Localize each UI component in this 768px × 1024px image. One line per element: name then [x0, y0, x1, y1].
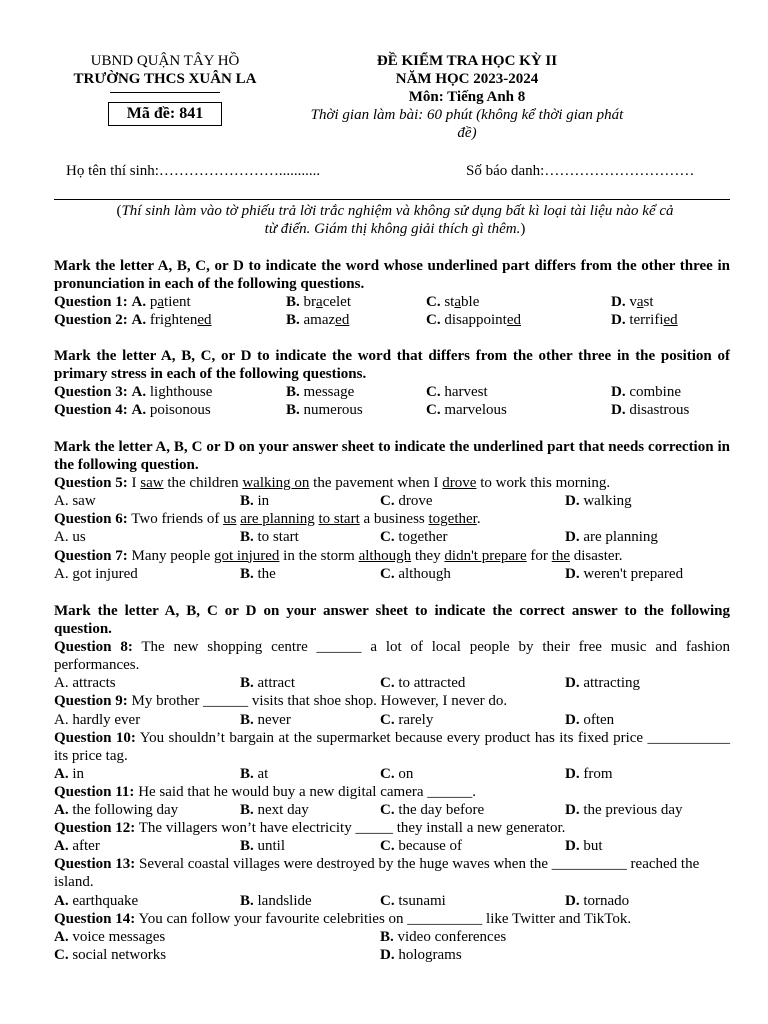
section-instruction: Mark the letter A, B, C, or D to indicate the word that differs from the other three in the position of primary stress in each of the following questions. — [54, 348, 730, 383]
question-7-options: A. got injured B. the C. although D. weren't prepared — [54, 565, 684, 582]
exam-header — [282, 52, 652, 142]
time-limit-line1: Thời gian làm bài: 60 phút (không kể thời gian phát — [310, 107, 624, 123]
question-14-options-row1: A. voice messages B. video conferences — [54, 928, 507, 945]
organization-name: UBND QUẬN TÂY HỒ — [90, 53, 240, 69]
header-rule — [54, 199, 730, 200]
exam-title: ĐỀ KIỂM TRA HỌC KỲ II — [376, 53, 558, 69]
question-10-options: A. in B. at C. on D. from — [54, 765, 613, 782]
section-pronunciation — [54, 257, 730, 329]
instructions-note: (Thí sinh làm vào tờ phiếu trả lời trắc nghiệm và không sử dụng bất kì loại tài liệu nào kể cả từ điển. Giám thị không giải thích gì thêm.) — [116, 203, 674, 237]
header-divider — [110, 92, 220, 93]
exam-code: Mã đề: 841 — [108, 102, 222, 126]
question-5-options: A. saw B. in C. drove D. walking — [54, 493, 632, 510]
question-1: Question 1: A. patient B. bracelet C. stable D. vast — [54, 294, 654, 311]
question-11: Question 11: He said that he would buy a new digital camera ______. — [54, 783, 477, 800]
question-8: Question 8: The new shopping centre ______ a lot of local people by their free music and fashion performances. — [54, 639, 730, 674]
question-5: Question 5: I saw the children walking on the pavement when I drove to work this morning. — [54, 475, 611, 492]
question-9-options: A. hardly ever B. never C. rarely D. often — [54, 711, 615, 728]
question-9: Question 9: My brother ______ visits that shoe shop. However, I never do. — [54, 693, 508, 710]
question-2: Question 2: A. frightened B. amazed C. disappointed D. terrified — [54, 312, 678, 329]
section-multiple-choice — [54, 602, 730, 964]
time-limit-line2: đề) — [457, 125, 477, 141]
question-4: Question 4: A. poisonous B. numerous C. marvelous D. disastrous — [54, 402, 690, 419]
section-instruction: Mark the letter A, B, C or D on your answer sheet to indicate the correct answer to the following question. — [54, 603, 730, 638]
section-instruction: Mark the letter A, B, C, or D to indicate the word whose underlined part differs from the other three in pronunciation in each of the following questions. — [54, 258, 730, 293]
question-8-options: A. attracts B. attract C. to attracted D. attracting — [54, 675, 640, 692]
candidate-name-field: Họ tên thí sinh:……………………........... — [66, 163, 321, 179]
question-10: Question 10: You shouldn’t bargain at the supermarket because every product has its fixed price ___________ its price tag. — [54, 729, 730, 764]
subject: Môn: Tiếng Anh 8 — [408, 89, 526, 105]
section-stress — [54, 347, 730, 419]
question-14: Question 14: You can follow your favourite celebrities on __________ like Twitter and TikTok. — [54, 910, 632, 927]
section-error-correction — [54, 438, 730, 583]
question-6: Question 6: Two friends of us are planning to start a business together. — [54, 511, 481, 528]
note-line1: Thí sinh làm vào tờ phiếu trả lời trắc nghiệm và không sử dụng bất kì loại tài liệu nào kể cả — [121, 203, 674, 219]
question-14-options-row2: C. social networks D. holograms — [54, 946, 462, 963]
section-instruction: Mark the letter A, B, C or D on your answer sheet to indicate the underlined part that needs correction in the following question. — [54, 439, 730, 474]
question-13-options: A. earthquake B. landslide C. tsunami D. tornado — [54, 892, 630, 909]
candidate-number-field: Số báo danh:………………………… — [466, 163, 695, 179]
question-13: Question 13: Several coastal villages were destroyed by the huge waves when the __________ reached the island. — [54, 856, 700, 891]
question-3: Question 3: A. lighthouse B. message C. harvest D. combine — [54, 384, 681, 401]
school-year: NĂM HỌC 2023-2024 — [395, 71, 539, 87]
question-12: Question 12: The villagers won’t have electricity _____ they install a new generator. — [54, 820, 566, 837]
school-name: TRƯỜNG THCS XUÂN LA — [73, 71, 257, 87]
question-12-options: A. after B. until C. because of D. but — [54, 838, 603, 855]
note-line2: từ điển. Giám thị không giải thích gì thêm. — [264, 221, 521, 237]
school-header — [40, 52, 290, 93]
question-11-options: A. the following day B. next day C. the day before D. the previous day — [54, 802, 683, 819]
question-6-options: A. us B. to start C. together D. are planning — [54, 529, 658, 546]
question-7: Question 7: Many people got injured in the storm although they didn't prepare for the disaster. — [54, 547, 623, 564]
